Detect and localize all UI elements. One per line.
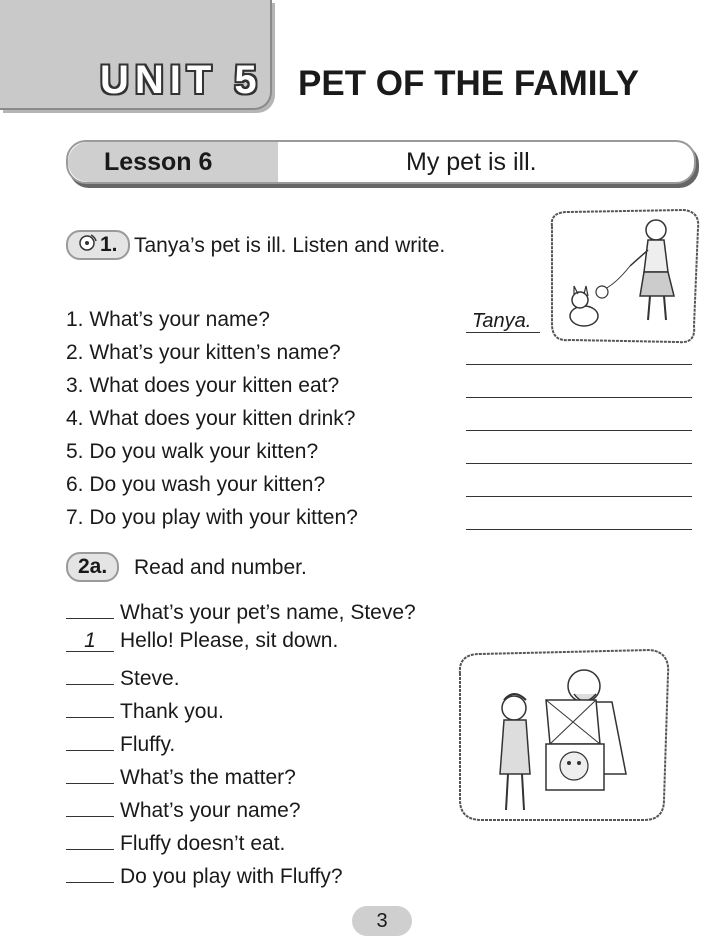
- dialogue-line: What’s the matter?: [66, 761, 296, 790]
- answer-line-7[interactable]: [466, 507, 692, 530]
- number-blank[interactable]: [66, 761, 114, 784]
- dialogue-line: Fluffy doesn’t eat.: [66, 827, 285, 856]
- number-blank[interactable]: [66, 695, 114, 718]
- dialogue-line: Steve.: [66, 662, 180, 691]
- answer-line-3[interactable]: [466, 375, 692, 398]
- dialogue-line: Do you play with Fluffy?: [66, 860, 343, 889]
- question-7: 7. Do you play with your kitten?: [66, 506, 358, 529]
- answer-1: Tanya.: [472, 310, 532, 332]
- page-number: 3: [352, 906, 412, 936]
- number-blank[interactable]: [66, 827, 114, 850]
- girl-with-kitten-illustration: [544, 206, 704, 353]
- question-3: 3. What does your kitten eat?: [66, 374, 340, 397]
- dialogue-line: Thank you.: [66, 695, 224, 724]
- question-2: 2. What’s your kitten’s name?: [66, 341, 341, 364]
- number-blank[interactable]: [66, 662, 114, 685]
- number-blank[interactable]: [66, 596, 114, 619]
- dialogue-line: What’s your pet’s name, Steve?: [66, 596, 416, 625]
- number-blank[interactable]: [66, 728, 114, 751]
- number-blank[interactable]: [66, 794, 114, 817]
- question-6: 6. Do you wash your kitten?: [66, 473, 326, 496]
- listen-cd-icon: [78, 232, 98, 258]
- exercise-2a-badge: [66, 552, 119, 582]
- exercise-1-badge: [66, 230, 130, 260]
- answer-line-4[interactable]: [466, 408, 692, 431]
- dialogue-line: What’s your name?: [66, 794, 301, 823]
- lesson-topic: My pet is ill.: [406, 148, 537, 176]
- lesson-number: Lesson 6: [104, 148, 213, 176]
- exercise-2a-instruction: Read and number.: [134, 556, 307, 579]
- answer-line-6[interactable]: [466, 474, 692, 497]
- dialogue-line: 1 Hello! Please, sit down.: [66, 629, 338, 653]
- question-4: 4. What does your kitten drink?: [66, 407, 356, 430]
- exercise-1-number: 1.: [100, 233, 118, 256]
- vet-and-boy-illustration: [450, 644, 676, 831]
- unit-title: PET OF THE FAMILY: [298, 64, 639, 103]
- unit-label: UNIT 5: [100, 58, 263, 102]
- lesson-bar: [66, 140, 696, 184]
- exercise-2a-number: 2a.: [78, 555, 108, 578]
- dialogue-line: Fluffy.: [66, 728, 175, 757]
- number-blank[interactable]: 1: [66, 629, 114, 652]
- answer-line-5[interactable]: [466, 441, 692, 464]
- question-1: 1. What’s your name?: [66, 308, 270, 331]
- question-5: 5. Do you walk your kitten?: [66, 440, 319, 463]
- exercise-1-instruction: Tanya’s pet is ill. Listen and write.: [134, 234, 446, 257]
- answer-line-2[interactable]: [466, 342, 692, 365]
- number-blank[interactable]: [66, 860, 114, 883]
